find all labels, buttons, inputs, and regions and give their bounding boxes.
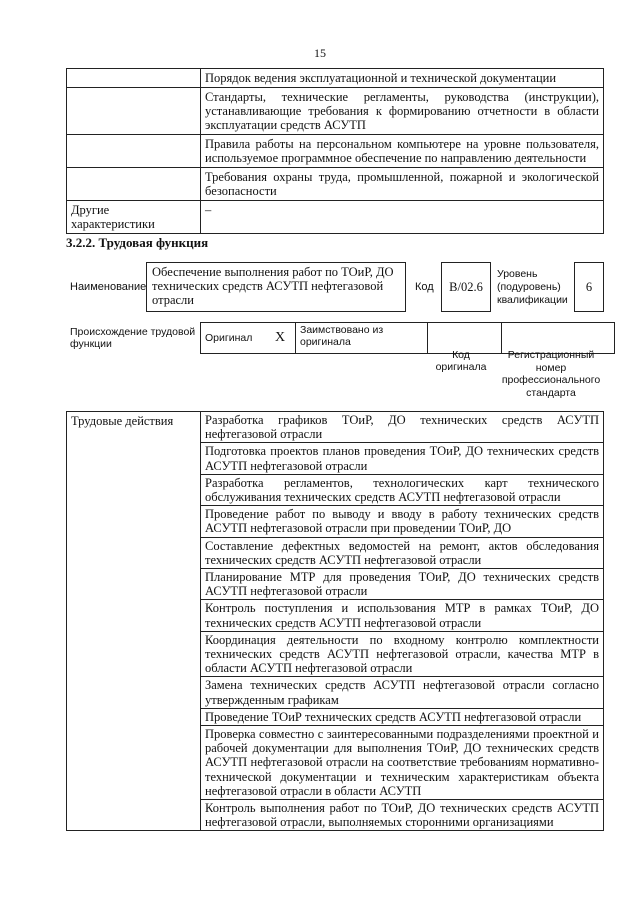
original-mark: X — [265, 323, 296, 354]
labor-action: Составление дефектных ведомостей на ремонт, актов обследования технических средств АСУТП нефтегазовой отрасли — [201, 537, 604, 568]
table-row — [67, 135, 604, 168]
other-characteristics-value: – — [201, 201, 604, 234]
code-original-label: Код оригинала — [435, 349, 487, 373]
row-label — [67, 88, 201, 135]
row-label — [67, 168, 201, 201]
reg-number-label: Регистрационный номер профессионального стандарта — [501, 349, 601, 399]
code-label: Код — [415, 281, 434, 293]
table-row — [67, 201, 604, 234]
section-title: 3.2.2. Трудовая функция — [66, 235, 209, 250]
labor-action: Проведение ТОиР технических средств АСУТП нефтегазовой отрасли — [201, 708, 604, 725]
labor-action: Контроль выполнения работ по ТОиР, ДО технических средств АСУТП нефтегазовой отрасли, выполняемых сторонними организациями — [201, 800, 604, 831]
other-characteristics-label: Другие характеристики — [67, 201, 201, 234]
table-row — [67, 168, 604, 201]
labor-action: Подготовка проектов планов проведения ТОиР, ДО технических средств АСУТП нефтегазовой отрасли — [201, 443, 604, 474]
row-text: Порядок ведения эксплуатационной и технической документации — [201, 69, 604, 88]
row-label — [67, 135, 201, 168]
labor-action: Разработка графиков ТОиР, ДО технических средств АСУТП нефтегазовой отрасли — [201, 412, 604, 443]
row-label — [67, 69, 201, 88]
name-label: Наименование — [70, 281, 147, 293]
qualification-level-value: 6 — [574, 262, 604, 312]
table-row — [67, 412, 604, 443]
row-text: Стандарты, технические регламенты, руководства (инструкции), устанавливающие требования к формированию отчетности в области эксплуатации средств АСУТП — [201, 88, 604, 135]
page-number: 15 — [314, 46, 326, 60]
labor-action: Контроль поступления и использования МТР в рамках ТОиР, ДО технических средств АСУТП нефтегазовой отрасли — [201, 600, 604, 631]
labor-actions-label: Трудовые действия — [67, 412, 201, 831]
labor-action: Замена технических средств АСУТП нефтегазовой отрасли согласно утвержденным графикам — [201, 677, 604, 708]
row-text: Правила работы на персональном компьютере на уровне пользователя, используемое программное обеспечение по направлению деятельности — [201, 135, 604, 168]
function-code-value: B/02.6 — [441, 262, 491, 312]
labor-action: Координация деятельности по входному контролю комплектности технических средств АСУТП нефтегазовой отрасли, качества МТР в области АСУТП нефтегазовой отрасли — [201, 631, 604, 677]
row-text: Требования охраны труда, промышленной, пожарной и экологической безопасности — [201, 168, 604, 201]
table-row — [67, 69, 604, 88]
table-row — [67, 88, 604, 135]
function-name-value: Обеспечение выполнения работ по ТОиР, ДО технических средств АСУТП нефтегазовой отрасли — [146, 262, 406, 312]
labor-action: Разработка регламентов, технологических карт технического обслуживания технических средств АСУТП нефтегазовой отрасли — [201, 474, 604, 505]
labor-action: Планирование МТР для проведения ТОиР, ДО технических средств АСУТП нефтегазовой отрасли — [201, 569, 604, 600]
labor-actions-table — [66, 411, 604, 831]
borrowed-label: Заимствовано из оригинала — [296, 323, 428, 354]
labor-action: Проверка совместно с заинтересованными подразделениями проектной и рабочей документации для выполнения ТОиР, ДО технических средств АСУТП нефтегазовой отрасли на соответствие требованиям нормативно-технической документации и техническим характеристикам объекта нефтегазовой отрасли в области АСУТП — [201, 726, 604, 800]
original-label: Оригинал — [201, 323, 266, 354]
origin-label: Происхождение трудовой функции — [70, 326, 196, 350]
knowledge-table — [66, 68, 604, 234]
labor-action: Проведение работ по выводу и вводу в работу технических средств АСУТП нефтегазовой отрасли при проведении ТОиР, ДО — [201, 506, 604, 537]
qualification-level-label: Уровень (подуровень) квалификации — [497, 268, 568, 306]
